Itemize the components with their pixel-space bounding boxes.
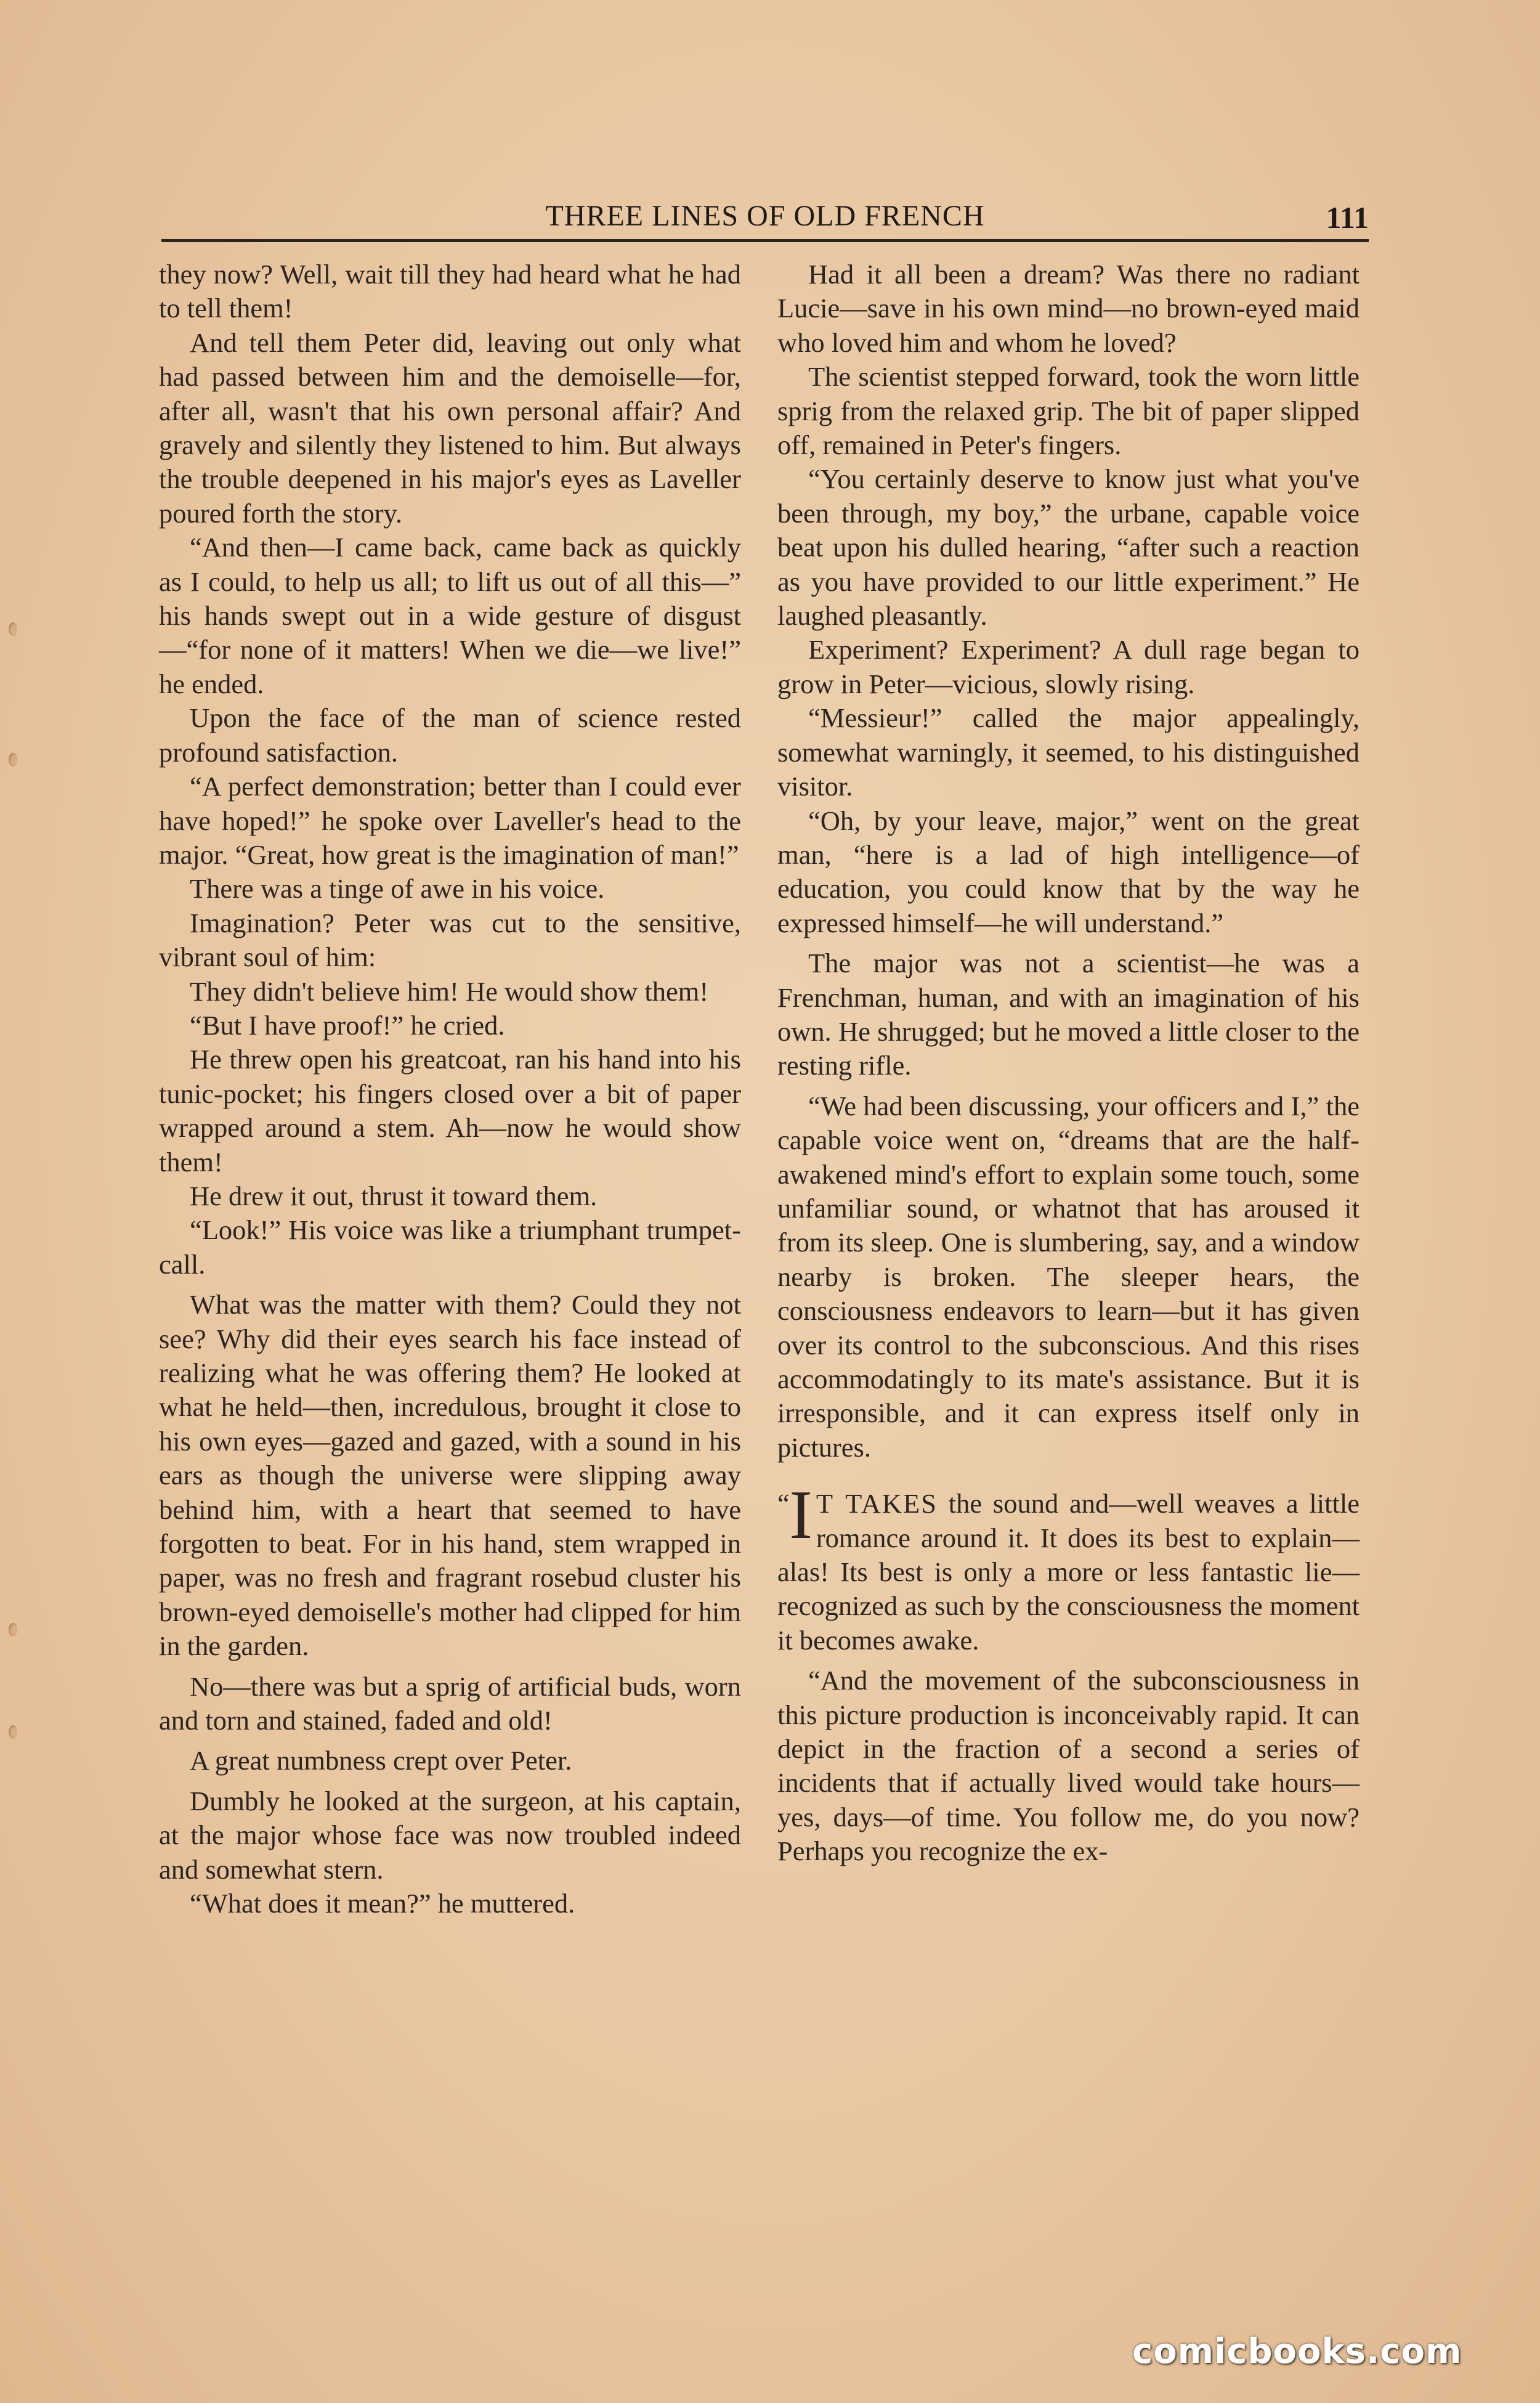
header-rule: [161, 239, 1369, 242]
paragraph: A great numbness crept over Peter.: [190, 1745, 572, 1776]
paragraph: Had it all been a dream? Was there no radiant Lucie—save in his own mind—no brown-eyed maid who loved him and whom he loved?: [777, 259, 1360, 358]
paragraph: The scientist stepped forward, took the worn little sprig from the relaxed grip. The bit of paper slipped off, remained in Peter's fingers.: [777, 361, 1360, 461]
dropcap-initial: I: [789, 1477, 813, 1554]
paragraph: No—there was but a sprig of artificial buds, worn and torn and stained, faded and old!: [159, 1670, 741, 1736]
running-head: [161, 195, 1369, 244]
binding-hole: [9, 622, 17, 636]
paragraph: Imagination? Peter was cut to the sensitive, vibrant soul of him:: [159, 907, 741, 973]
paragraph: The major was not a scientist—he was a Frenchman, human, and with an imagination of his own. He shrugged; but he moved a little closer to the resting rifle.: [777, 948, 1360, 1081]
paragraph: “And the movement of the subconsciousness in this picture production is inconceivably rapid. It can depict in the fraction of a second a series of incidents that if actually lived would take hours—yes, days—of time. You follow me, do you now? Perhaps you recognize the ex-: [777, 1665, 1360, 1867]
dropcap-paragraph: [777, 1477, 1360, 1657]
binding-hole: [9, 1725, 17, 1739]
paragraph: “Oh, by your leave, major,” went on the great man, “here is a lad of high intelligence—of education, you could know that by the way he expressed himself—he will understand.”: [777, 805, 1360, 938]
paragraph: And tell them Peter did, leaving out only what had passed between him and the demoiselle—for, after all, wasn't that his own personal affair? And gravely and silently they listened to him. But always the trouble deepened in his major's eyes as Laveller poured forth the story.: [159, 327, 741, 529]
paragraph: He threw open his greatcoat, ran his hand into his tunic-pocket; his fingers closed over a bit of paper wrapped around a stem. Ah—now he would show them!: [159, 1044, 741, 1177]
paragraph: They didn't believe him! He would show them!: [190, 975, 709, 1007]
paragraph: What was the matter with them? Could they not see? Why did their eyes search his face instead of realizing what he was offering them? He looked at what he held—then, incredulous, brought it close to his own eyes—gazed and gazed, with a sound in his ears as though the universe were slipping away behind him, with a heart that seemed to have forgotten to beat. For in his hand, stem wrapped in paper, was no fresh and fragrant rosebud cluster his brown-eyed demoiselle's mother had clipped for him in the garden.: [159, 1289, 741, 1662]
paragraph: There was a tinge of awe in his voice.: [190, 873, 605, 905]
paragraph: Dumbly he looked at the surgeon, at his captain, at the major whose face was now troubled indeed and somewhat stern.: [159, 1785, 741, 1885]
dropcap-rest: the sound and—well weaves a little romance around it. It does its best to explain—alas! Its best is only a more or less fantastic lie—recognized as such by the consciousness the moment it becomes awake.: [777, 1488, 1360, 1656]
page-number: 111: [1326, 200, 1369, 235]
paragraph: Upon the face of the man of science rested profound satisfaction.: [159, 702, 741, 768]
binding-hole: [9, 753, 17, 766]
paragraph: “We had been discussing, your officers and I,” the capable voice went on, “dreams that are the half-awakened mind's effort to explain some touch, some unfamiliar sound, or whatnot that has aroused it from its sleep. One is slumbering, say, and a window nearby is broken. The sleeper hears, the consciousness endeavors to learn—but it has given over its control to the subconscious. And this rises accommodatingly to its mate's assistance. But it is irresponsible, and it can express itself only in pictures.: [777, 1090, 1360, 1463]
right-column: [777, 258, 1360, 1869]
dropcap-open-quote: “: [777, 1489, 790, 1519]
binding-holes: [9, 0, 21, 2403]
paragraph: Experiment? Experiment? A dull rage began to grow in Peter—vicious, slowly rising.: [777, 634, 1360, 699]
paragraph: He drew it out, thrust it toward them.: [190, 1180, 598, 1211]
binding-hole: [9, 1623, 17, 1637]
paragraph: “What does it mean?” he muttered.: [190, 1888, 575, 1919]
paragraph: “You certainly deserve to know just what you've been through, my boy,” the urbane, capable voice beat upon his dulled hearing, “after such a reaction as you have provided to our little experiment.” He laughed pleasantly.: [777, 463, 1360, 632]
paragraph: “Messieur!” called the major appealingly, somewhat warningly, it seemed, to his distinguished visitor.: [777, 702, 1360, 802]
paragraph: “But I have proof!” he cried.: [190, 1009, 505, 1041]
left-column: [159, 258, 741, 1921]
dropcap: [777, 1477, 813, 1554]
paragraph: “Look!” His voice was like a triumphant trumpet-call.: [159, 1214, 741, 1280]
paragraph: “A perfect demonstration; better than I could ever have hoped!” he spoke over Laveller's head to the major. “Great, how great is the imagination of man!”: [159, 771, 741, 870]
paragraph: “And then—I came back, came back as quickly as I could, to help us all; to lift us out of all this—” his hands swept out in a wide gesture of disgust—“for none of it matters! When we die—we live!” he ended.: [159, 532, 741, 699]
paragraph: they now? Well, wait till they had heard what he had to tell them!: [159, 259, 741, 324]
site-watermark: comicbooks.com: [1132, 2332, 1462, 2372]
dropcap-lead: T TAKES: [816, 1488, 938, 1519]
running-title: THREE LINES OF OLD FRENCH: [545, 200, 985, 232]
